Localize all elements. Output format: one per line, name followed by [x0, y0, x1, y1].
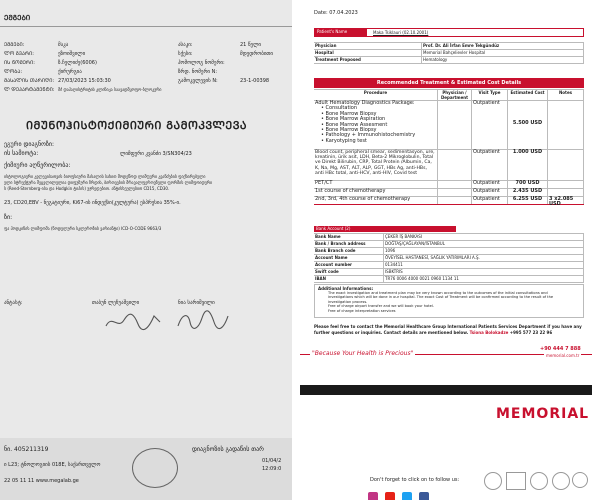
slogan-band: [300, 346, 592, 362]
cost-row-blood: [314, 150, 584, 181]
col-header: Procedure: [314, 90, 438, 100]
footer-address: ი L23; ტნოლოგიის 018E, საქართველო: [4, 462, 101, 468]
sign-label: თაბუნ ლეჩუაშვილი: [92, 300, 140, 306]
accreditation-icon: [572, 472, 588, 488]
estimated-cost: 700 USD: [508, 181, 548, 188]
patient-name: Maka Tsiklauri (02.10.2001): [373, 30, 429, 35]
bank-row: Bank Branch code 1096: [314, 248, 584, 255]
estimated-cost: 2.435 USD: [508, 189, 548, 196]
col-header: Visit Type: [472, 90, 508, 100]
field-value: ეზოიშვილი: [58, 51, 86, 57]
procedure-text: Blood count, peripheral smear, sedimentasyon, ure, kreatinin, ürik asit, LDH, Beta-2 Mikroglobulin, Total ve Direkt Bilirubin, CRP, Total Protein /Albumin, Ca, K, Na, Mg, AST, ALT, ALP, GGT, HBs Ag, anti-HBs, anti HBc total, anti-HCV, anti-HIV, Covid test: [314, 150, 438, 180]
bank-row: Account number 0134411: [314, 262, 584, 269]
footer-web: 22 05 11 11 www.megalab.ge: [4, 478, 79, 484]
field-value: ზ.ჩელიძე(6006): [58, 60, 97, 66]
sign-label: ანტასტ:: [4, 300, 23, 306]
package-item: • Bone Marrow Biopsy: [321, 127, 377, 134]
field-label: ᲘᲡ ᲜᲝᲛᲔᲠᲘ:: [4, 60, 35, 66]
package-item: • Bone Marrow Aspiration: [321, 116, 386, 123]
black-band: [300, 385, 592, 395]
info-key: Physician: [314, 43, 422, 49]
left-divider: [0, 26, 292, 27]
cost-row-chemo2: [314, 197, 584, 205]
accreditation-icon: [506, 472, 526, 490]
field-value: მაკა: [58, 42, 69, 48]
info-table: [314, 42, 584, 64]
facebook-icon[interactable]: [419, 492, 429, 500]
package-item: • Bone Marrow Biopsy: [321, 110, 377, 117]
signature-2: [176, 308, 232, 332]
field-value: ქირურგია: [58, 69, 82, 75]
field-label: Ლ ᲓᲔᲞᲐᲠᲢᲐᲛᲔᲜᲢᲘ:: [4, 87, 55, 93]
right-document: [300, 0, 592, 500]
field-label: გამოკვლევის N:: [178, 78, 218, 84]
procedure-text: 2nd, 3rd, 4th course of chemotherapy: [314, 197, 438, 204]
desc-line: ული სტრუქტურა შეცვლილულია დიფუზური ზრდის, ბირთვების მრავალფეროვნული ფორმის ლიმფოიდური: [4, 180, 213, 185]
bank-row: IBAN TR76 0006 4000 0021 0960 1134 11: [314, 276, 584, 283]
cost-header: Recommended Treatment & Estimated Cost Details: [314, 78, 584, 88]
bank-row: Account Name ÖVEYİSEL HASTANESİ, SAĞLIK YATIRIMLARI A.Ş.: [314, 255, 584, 262]
additional-title: Additional Informations:: [318, 286, 374, 291]
sign-label: ნია სარიშვილი: [178, 300, 215, 306]
phone-red: +90 444 7 888: [540, 346, 581, 352]
procedure-text: 1st course of chemotherapy: [314, 189, 438, 196]
field-label: ᲔᲛᲒᲔᲑᲘ:: [4, 42, 25, 48]
patient-row: [314, 28, 584, 37]
estimated-cost: 6.255 USD: [508, 197, 548, 204]
visit-type: Outpatient: [472, 197, 508, 204]
left-document-photo: [0, 0, 292, 500]
field-label: ასაკი:: [178, 42, 193, 48]
info-value: Hematology: [422, 57, 584, 63]
footer-right: დიაგნოზის გადაწის თარ: [192, 446, 264, 453]
notes: 3 x2.085 USD: [548, 197, 584, 204]
package-item: • Bone Marrow Assesment: [321, 121, 388, 128]
section-heading: ეგური დიაგნოზი:: [4, 141, 54, 148]
info-row: [314, 42, 584, 50]
bank-table: [314, 233, 584, 283]
additional-lines: The exact investigation and treatment plan may be very known according to the outcomes of the initial consultations and investigations which will be done in our hospital. The exact Cost of Treatment will be confirmed according to the result of the investigation process. Free of charge airport transfer and we will book your hotel. Free of charge interpretation services: [328, 291, 554, 313]
info-row: [314, 57, 584, 64]
package-item: • Karyotyping test: [321, 137, 367, 144]
accreditation-icon: [552, 472, 570, 490]
footer-right-date: 01/04/2: [262, 458, 282, 464]
estimated-cost: 1.000 USD: [508, 150, 548, 180]
web-link[interactable]: memorial.com.tr: [546, 353, 580, 358]
bank-row: Bank Name ÇEKER İŞ BANKASI: [314, 233, 584, 241]
section-row-value: ლიმფური კვანძი 3/SN304/23: [120, 151, 192, 157]
info-key: Treatment Proposed: [314, 57, 422, 63]
col-header: Physician / Department: [438, 90, 472, 100]
section-heading: ქიმიური აღწერილობა:: [4, 162, 71, 169]
field-label: ᲚᲝᲑᲐ:: [4, 69, 23, 75]
accreditation-logos: [484, 470, 588, 490]
field-value: 23-1-00398: [240, 78, 270, 84]
info-row: [314, 50, 584, 57]
bank-row: Bank / Branch address DOĞTAŞ/ÇAĞLAYAN/İSTANBUL: [314, 241, 584, 248]
col-header: Estimated Cost: [508, 90, 548, 100]
package-title: Adult Hematology Diagnostics Package:: [315, 100, 415, 106]
field-value: მძ დაჰაღისტრიტის კლინიკა საავადმყოფო-ბლოკური: [58, 87, 162, 92]
cost-table: [314, 89, 584, 205]
estimated-cost: 5.500 USD: [508, 101, 548, 149]
signature-1: [104, 310, 164, 332]
bank-header: Bank Account (2): [314, 226, 456, 232]
info-value: Memorial Bahçelievler Hospital: [422, 50, 584, 56]
result-line: 23, CD20,EBV - ნეგატიური, Ki67-ის ინდექსი(კულტურა) ესპრესია 35%-ი.: [4, 200, 181, 206]
footer-right-time: 12:09:0: [262, 466, 282, 472]
package-items: [315, 106, 436, 144]
field-value: მდედრობითი: [240, 51, 274, 57]
patient-label: Patient's Name: [315, 29, 367, 37]
memorial-logo: MEMORIAL: [496, 406, 590, 422]
contact-line-1: Please feel free to contact the Memorial Healthcare Group International Patients Services Department if you have any: [314, 324, 582, 329]
accreditation-icon: [484, 472, 502, 490]
accreditation-icon: [530, 472, 548, 490]
diagnosis-line: ფა ჰოდკინის ლიმფომა (ნოდულური სკლეროზის ვარიანტი) ICD-O-CODE 9663/3: [4, 226, 162, 231]
desc-line: ს (Reed-Sternberg-ისა და Hodgkin ტიპის) უჯრედებით. ანტისხეულებით CD15, CD30.: [4, 186, 170, 191]
section-row-label: ის სამიოტა:: [4, 150, 39, 157]
package-cell: [314, 101, 438, 149]
left-header: ᲔᲛᲒᲔᲑᲘ: [4, 14, 31, 22]
col-header: Notes: [548, 90, 584, 100]
footer-id: ნი. 405211319: [4, 446, 49, 453]
field-label: ზრდ. ნომერი N:: [178, 69, 218, 75]
package-item: • Consultation: [321, 105, 358, 112]
additional-box: [314, 284, 584, 318]
instagram-icon[interactable]: [368, 492, 378, 500]
field-value: 21 წელი: [240, 42, 261, 48]
desc-line: ისტოლოგიური კვლევისათვის ბიოფსიური მასალის სახით მოდეწოდ ლიმფური კვანძების ფიქსირებული: [4, 174, 206, 179]
field-label: სქესი:: [178, 51, 193, 57]
follow-text: Don't forget to click on to follow us:: [370, 477, 460, 483]
report-title: ᲘᲛᲣᲜᲝᲰᲘᲡᲢᲝᲥᲘᲛᲘᲣᲠᲘ ᲒᲐᲛᲝᲙᲕᲚᲔᲕᲐ: [26, 119, 248, 132]
date: Date: 07.04.2023: [314, 10, 358, 16]
field-value: 27/03/2023 15:03:30: [58, 78, 111, 84]
social-icons: [368, 486, 431, 500]
bank-row: Swift code ISBKTRIS: [314, 269, 584, 276]
field-label: ᲛᲐᲡᲐᲚᲘᲡ ᲗᲐᲠᲘᲦᲘ:: [4, 78, 55, 84]
visit-type: Outpatient: [472, 150, 508, 180]
package-item: • Pathology + Immunohistochemistry: [321, 132, 416, 139]
contact-line-2: further questions or inquiries. Contact details are mentioned below. Tsiona Bolokadze +995 577 23 22 96: [314, 330, 553, 335]
cost-row-package: [314, 101, 584, 150]
field-label: ᲚᲝ ᲒᲕᲐᲠᲘ:: [4, 51, 34, 57]
slogan: "Because Your Health is Precious": [312, 350, 414, 357]
procedure-text: PET/CT: [314, 181, 438, 188]
youtube-icon[interactable]: [385, 492, 395, 500]
visit-type: Outpatient: [472, 181, 508, 188]
stamp-icon: [132, 448, 178, 488]
visit-type: Outpatient: [472, 189, 508, 196]
section-heading: ზი:: [4, 214, 13, 221]
field-label: ჰომოლოგ ნომერი:: [178, 60, 225, 66]
info-key: Hospital: [314, 50, 422, 56]
visit-type: Outpatient: [472, 101, 508, 149]
twitter-icon[interactable]: [402, 492, 412, 500]
info-value: Prof. Dr. Ali İrfan Emre Tekgündüz: [422, 43, 584, 49]
